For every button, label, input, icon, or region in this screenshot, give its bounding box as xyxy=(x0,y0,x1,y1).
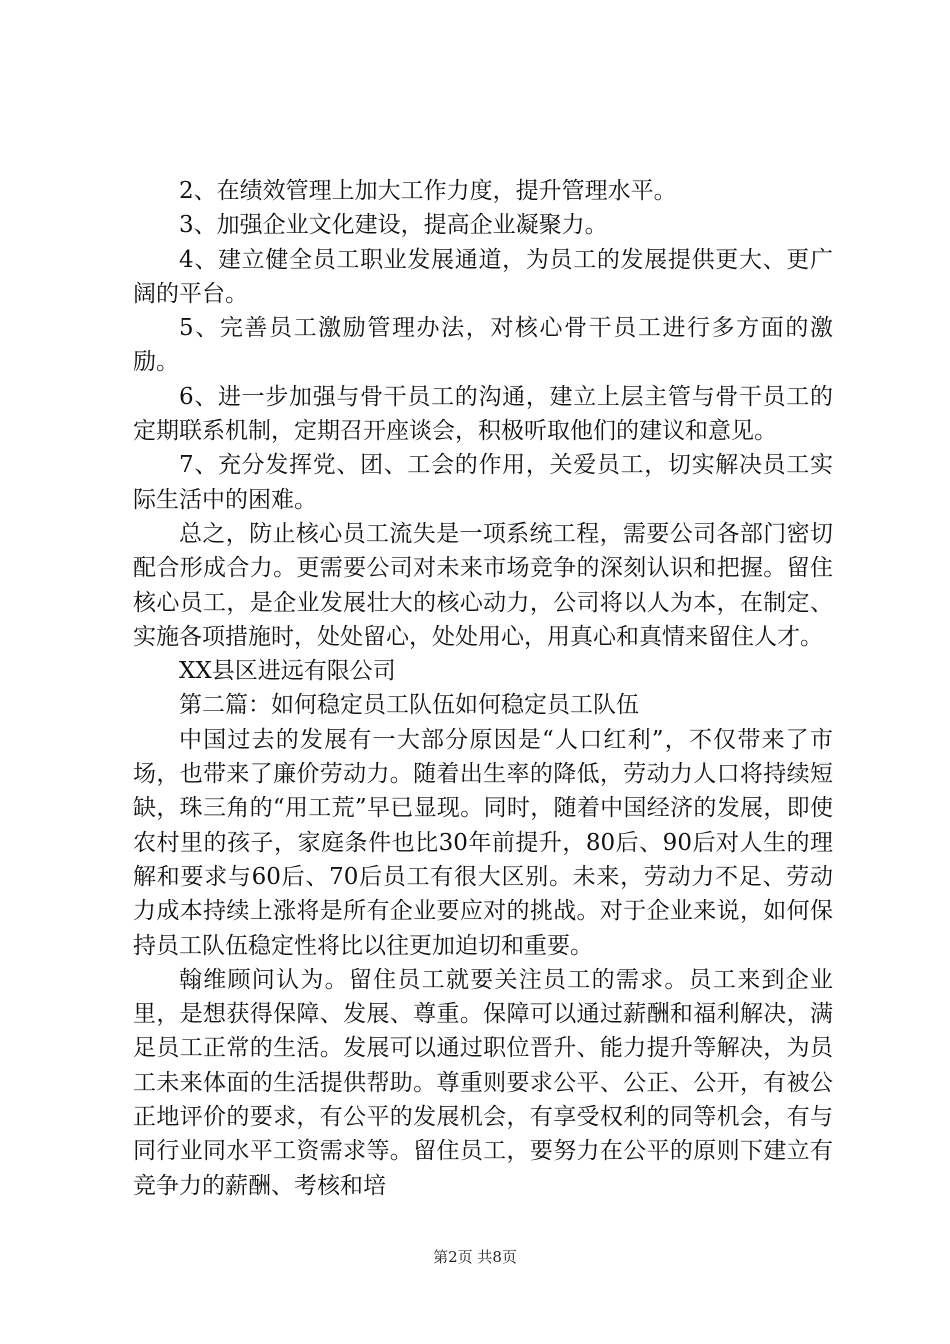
paragraph: 2、在绩效管理上加大工作力度，提升管理水平。 xyxy=(179,178,677,204)
document-body xyxy=(133,174,833,1203)
paragraph: 5、完善员工激励管理办法，对核心骨干员工进行多方面的激励。 xyxy=(133,315,833,376)
paragraph: 6、进一步加强与骨干员工的沟通，建立上层主管与骨干员工的定期联系机制，定期召开座谈会，积极听取他们的建议和意见。 xyxy=(133,383,833,445)
company-name: XX县区进远有限公司 xyxy=(179,658,396,685)
section-heading: 第二篇：如何稳定员工队伍如何稳定员工队伍 xyxy=(179,692,639,719)
paragraph: 翰维顾问认为。留住员工就要关注员工的需求。员工来到企业里，是想获得保障、发展、尊重。保障可以通过薪酬和福利解决，满足员工正常的生活。发展可以通过职位晋升、能力提升等解决，为员工未来体面的生活提供帮助。尊重则要求公平、公正、公开，有被公正地评价的要求，有公平的发展机会，有享受权利的同等机会，有与同行业同水平工资需求等。留住员工，要努力在公平的原则下建立有竞争力的薪酬、考核和培 xyxy=(133,966,833,1199)
paragraph: 7、充分发挥党、团、工会的作用，关爱员工，切实解决员工实际生活中的困难。 xyxy=(133,452,833,513)
paragraph: 中国过去的发展有一大部分原因是“人口红利”，不仅带来了市场，也带来了廉价劳动力。随着出生率的降低，劳动力人口将持续短缺，珠三角的“用工荒”早已显现。同时，随着中国经济的发展，即使农村里的孩子，家庭条件也比30年前提升，80后、90后对人生的理解和要求与60后、70后员工有很大区别。未来，劳动力不足、劳动力成本持续上涨将是所有企业要应对的挑战。对于企业来说，如何保持员工队伍稳定性将比以往更加迫切和重要。 xyxy=(133,726,833,959)
paragraph: 4、建立健全员工职业发展通道，为员工的发展提供更大、更广阔的平台。 xyxy=(133,246,833,307)
paragraph: 3、加强企业文化建设，提高企业凝聚力。 xyxy=(179,212,608,239)
page-footer: 第2页 共8页 xyxy=(433,1248,517,1266)
paragraph: 总之，防止核心员工流失是一项系统工程，需要公司各部门密切配合形成合力。更需要公司对未来市场竞争的深刻认识和把握。留住核心员工，是企业发展壮大的核心动力，公司将以人为本，在制定、实施各项措施时，处处留心，处处用心，用真心和真情来留住人才。 xyxy=(133,520,833,650)
